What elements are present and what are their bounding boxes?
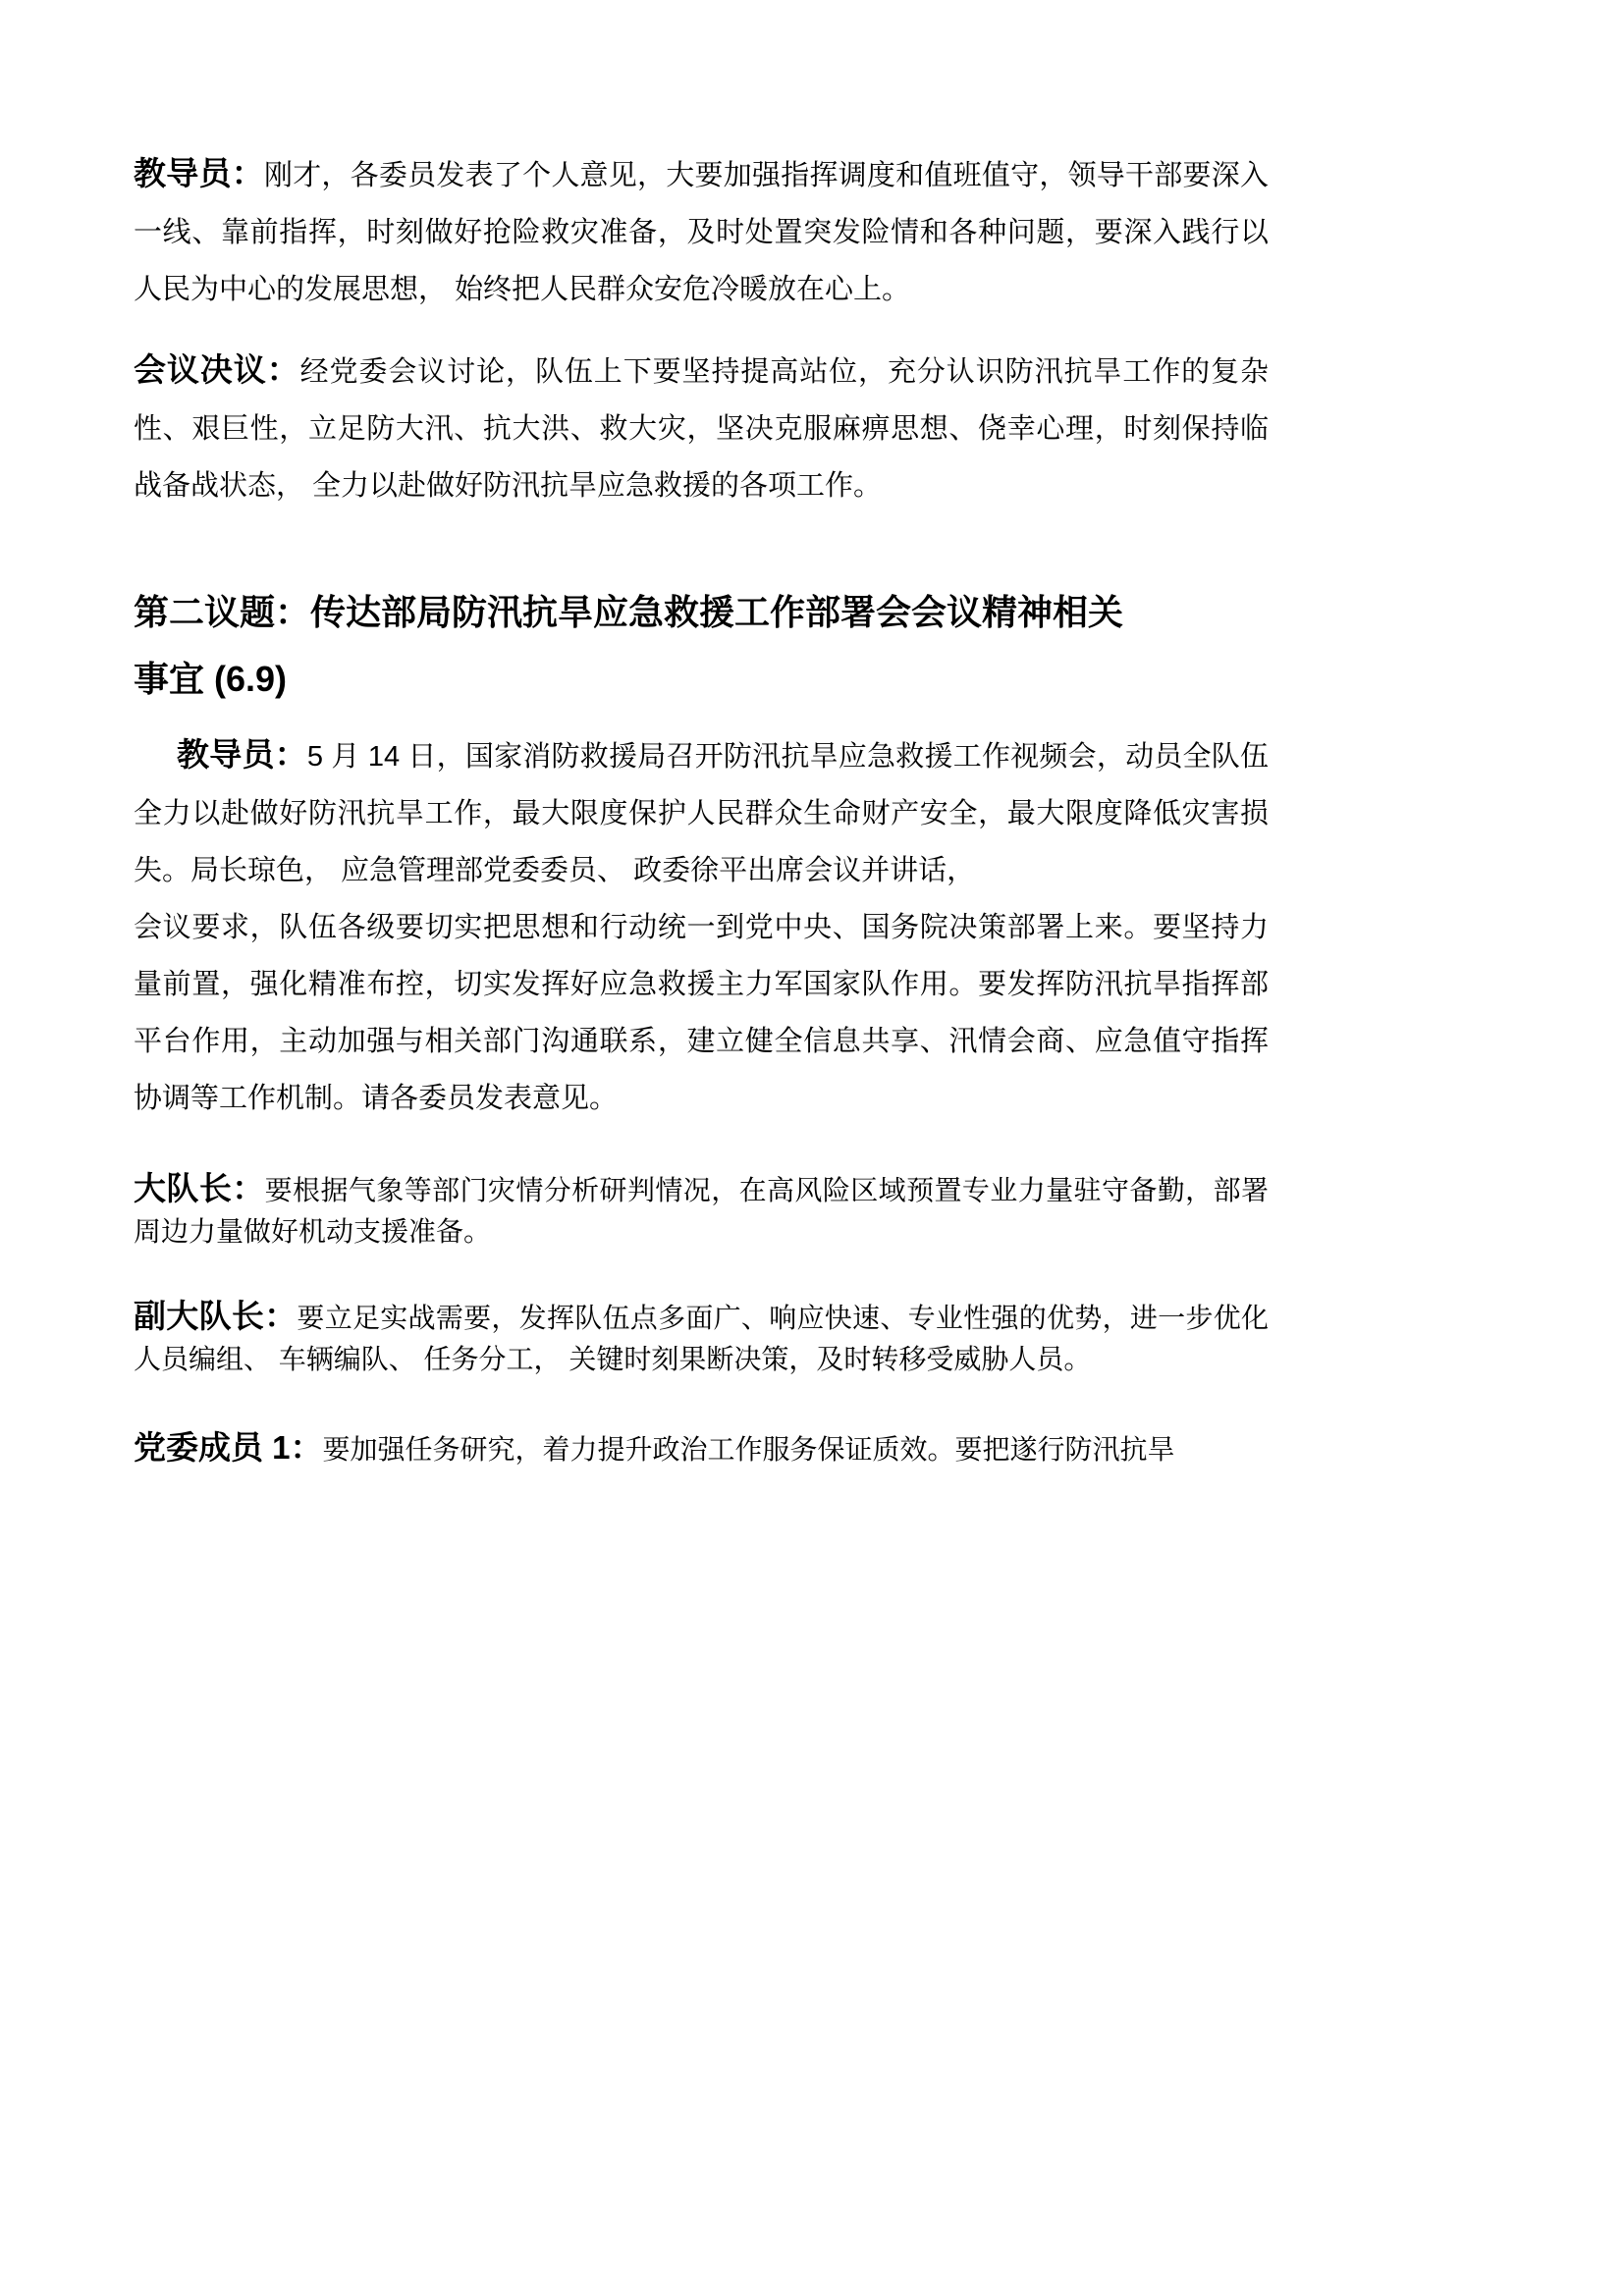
speaker-label: 教导员：	[177, 736, 307, 773]
paragraph-text: 要加强任务研究，着力提升政治工作服务保证质效。要把遂行防汛抗旱	[322, 1434, 1175, 1465]
meeting-resolution-paragraph	[134, 342, 1269, 514]
paragraph-text: 会议要求，队伍各级要切实把思想和行动统一到党中央、国务院决策部署上来。要坚持力量前置，强化精准布控，切实发挥好应急救援主力军国家队作用。要发挥防汛抗旱指挥部平台作用，主动加强与相关部门沟通联系，建立健全信息共享、汛情会商、应急值守指挥协调等工作机制。请各委员发表意见。	[134, 912, 1269, 1114]
speaker-label: 教导员：	[134, 155, 264, 191]
paragraph-text: 要立足实战需要，发挥队伍点多面广、响应快速、专业性强的优势，进一步优化人员编组、 车辆编队、 任务分工， 关键时刻果断决策，及时转移受威胁人员。	[134, 1303, 1270, 1374]
paragraph-text: 5 月 14 日，国家消防救援局召开防汛抗旱应急救援工作视频会，动员全队伍全力以赴做好防汛抗旱工作，最大限度保护人民群众生命财产安全，最大限度降低灾害损失。局长琼色， 应急管理部党委委员、 政委徐平出席会议并讲话，	[134, 741, 1270, 886]
speaker-label: 副大队长：	[134, 1298, 298, 1334]
instructor-briefing-paragraph	[134, 726, 1269, 1127]
instructor-remarks-paragraph	[134, 145, 1269, 318]
paragraph-text: 经党委会议讨论，队伍上下要坚持提高站位，充分认识防汛抗旱工作的复杂性、艰巨性，立足防大汛、抗大洪、救大灾，坚决克服麻痹思想、侥幸心理，时刻保持临战备战状态， 全力以赴做好防汛抗旱应急救援的各项工作。	[134, 356, 1269, 502]
deputy-brigade-leader-paragraph	[134, 1296, 1269, 1380]
brigade-leader-paragraph	[134, 1168, 1269, 1253]
topic2-section-heading: 第二议题：传达部局防汛抗旱应急救援工作部署会会议精神相关事宜 (6.9)	[134, 592, 1124, 699]
speaker-label: 会议决议：	[134, 351, 300, 388]
speaker-label: 党委成员 1：	[134, 1429, 323, 1466]
paragraph-text: 要根据气象等部门灾情分析研判情况，在高风险区域预置专业力量驻守备勤，部署周边力量做好机动支援准备。	[134, 1175, 1269, 1247]
party-committee-member1-paragraph	[134, 1427, 1269, 1470]
speaker-label: 大队长：	[134, 1170, 265, 1206]
paragraph-text: 刚才，各委员发表了个人意见，大要加强指挥调度和值班值守，领导干部要深入一线、靠前指挥，时刻做好抢险救灾准备，及时处置突发险情和各种问题，要深入践行以人民为中心的发展思想， 始终把人民群众安危冷暖放在心上。	[134, 160, 1269, 305]
